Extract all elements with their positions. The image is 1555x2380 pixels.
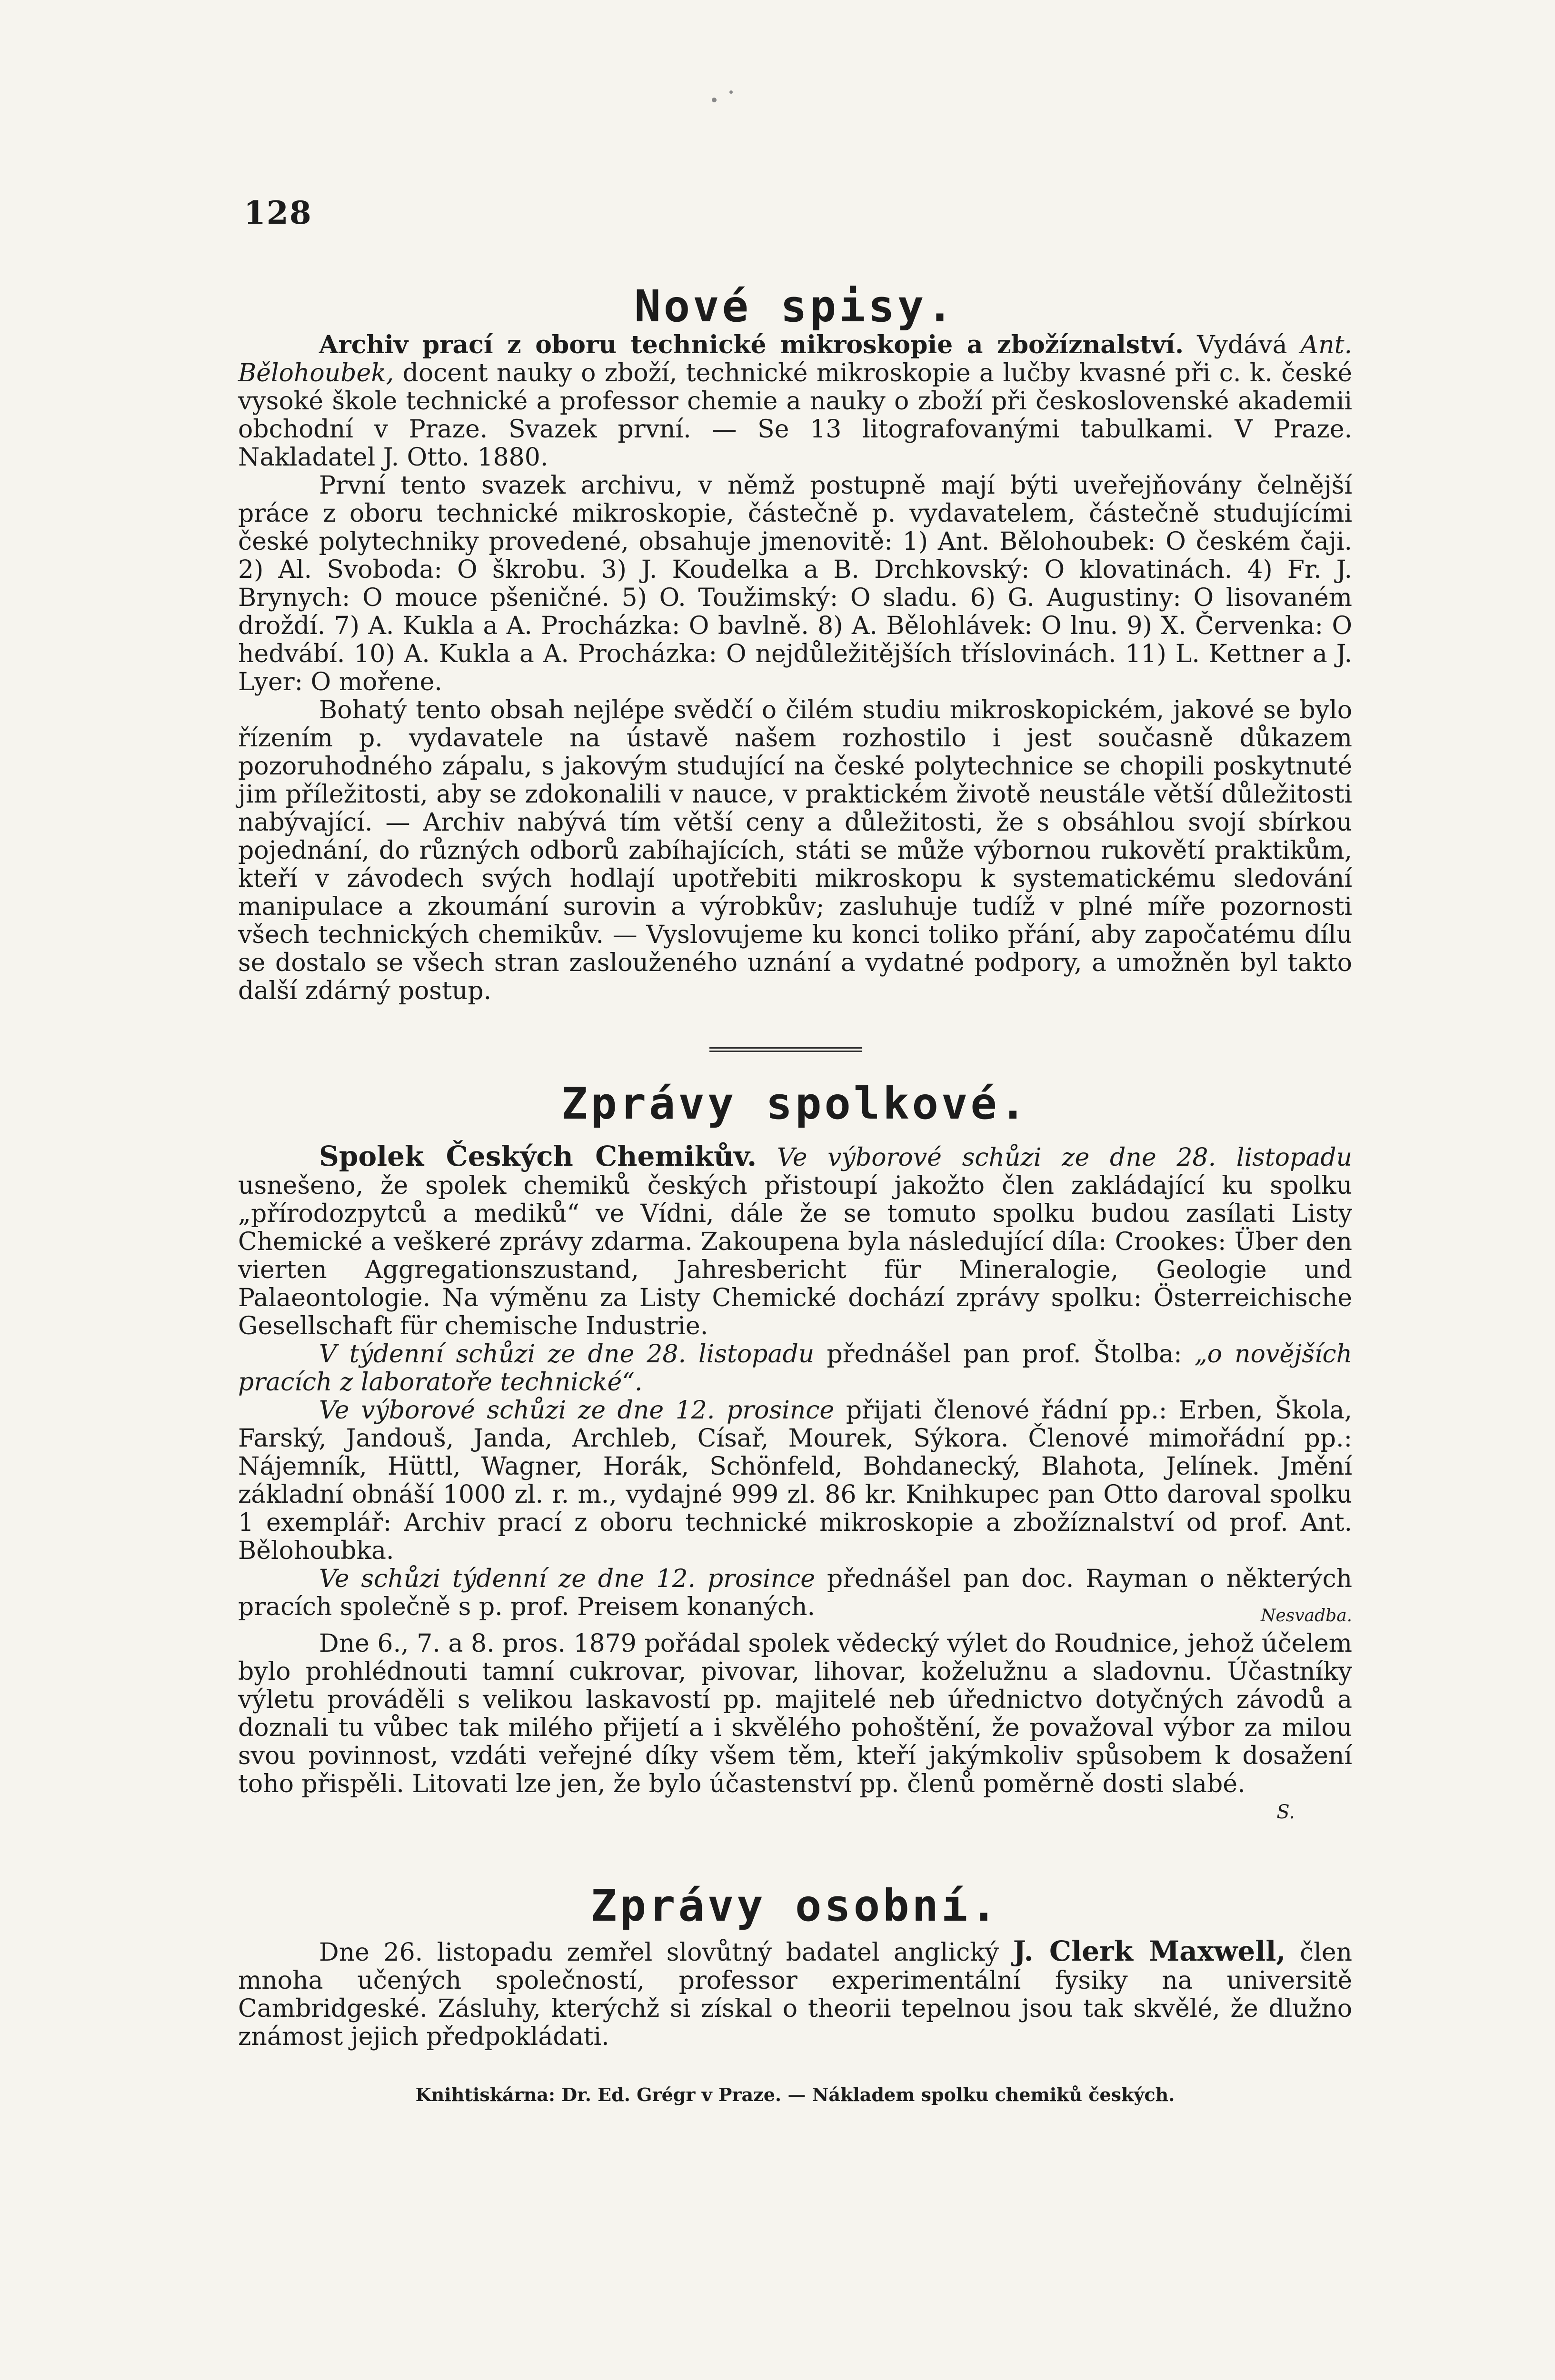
- paragraph-text: Dne 6., 7. a 8. pros. 1879 pořádal spolek vědecký výlet do Roudnice, jehož účelem bylo prohlédnouti tamní cukrovar, pivovar, lihovar, koželužnu a sladovnu. Účastníky výletu prováděli s velikou laskavostí pp. majitelé neb úřednictvo dotyčných závodů a doznali tu vůbec tak milého přijetí a i skvělého pohoštění, že považoval výbor za milou svou povinnost, vzdáti veřejné díky všem těm, kteří jakýmkoliv spůsobem k dosažení toho přispěli. Litovati lze jen, že bylo účastenství pp. členů poměrně dosti slabé.: [238, 1629, 1352, 1798]
- signature-s: S.: [1276, 1801, 1295, 1823]
- scan-mark: [729, 90, 733, 94]
- paragraph-text: přednášel pan doc. Rayman o některých pracích společně s p. prof. Preisem konaných.: [238, 1565, 1352, 1621]
- section-zpravy-spolkove-body: [238, 1142, 1352, 1826]
- society-name: Spolek Českých Chemikův.: [319, 1140, 757, 1172]
- archiv-text: docent nauky o zboží, technické mikroskopie a lučby kvasné při c. k. české vysoké škole technické a professor chemie a nauky o zboží při československé akademii obchodní v Praze. Svazek první. — Se 13 litografovanými tabulkami. V Praze. Nakladatel J. Otto. 1880.: [238, 359, 1352, 472]
- paragraph-vybor-12: [238, 1397, 1352, 1565]
- signature-nesvadba: Nesvadba.: [1260, 1606, 1352, 1626]
- lecture-topic: „o novějších pracích z laboratoře technické“.: [238, 1340, 1353, 1397]
- person-name: J. Clerk Maxwell,: [1013, 1935, 1286, 1967]
- archiv-intro: Vydává: [1197, 331, 1287, 359]
- paragraph-text: usnešeno, že spolek chemiků českých přistoupí jakožto člen zakládající ku spolku „přírodozpytců a mediků“ ve Vídni, dále že se tomuto spolku budou zasílati Listy Chemické a veškeré zprávy zdarma. Zakoupena byla následující díla: Crookes: Über den vierten Aggregationszustand, Jahresbericht für Mineralogie, Geologie und Palaeontologie. Na výměnu za Listy Chemické dochází zprávy spolku: Österreichische Gesellschaft für chemische Industrie.: [238, 1171, 1352, 1340]
- meeting-date: Ve výborové schůzi ze dne 28. listopadu: [777, 1143, 1352, 1172]
- paragraph-vylet: [238, 1629, 1352, 1823]
- archiv-title: Archiv prací z oboru technické mikroskopie a zbožíznalství.: [319, 330, 1184, 359]
- paragraph-text: člen mnoha učených společností, professor experimentální fysiky na universitě Cambridgeské. Zásluhy, kterýchž si získal o theorii tepelnou jsou tak skvělé, že dlužno známost jejich předpokládati.: [238, 1938, 1353, 2051]
- section-zpravy-osobni-body: [238, 1937, 1352, 2051]
- archiv-author: Ant. Bělohoubek,: [238, 331, 1353, 387]
- paragraph-contents: První tento svazek archivu, v němž postupně mají býti uveřejňovány čelnější práce z oboru technické mikroskopie, částečně p. vydavatelem, částečně studujícími české polytechniky provedené, obsahuje jmenovitě: 1) Ant. Bělohoubek: O českém čaji. 2) Al. Svoboda: O škrobu. 3) J. Koudelka a B. Drchkovský: O klovatinách. 4) Fr. J. Brynych: O mouce pšeničné. 5) O. Toužimský: O sladu. 6) G. Augustiny: O lisovaném droždí. 7) A. Kukla a A. Procházka: O bavlně. 8) A. Bělohlávek: O lnu. 9) X. Červenka: O hedvábí. 10) A. Kukla a A. Procházka: O nejdůležitějších tříslovinách. 11) L. Kettner a J. Lyer: O mořene.: [238, 471, 1352, 696]
- paragraph-vybor-28: [238, 1142, 1352, 1340]
- printer-footer: Knihtiskárna: Dr. Ed. Grégr v Praze. — Nákladem spolku chemiků českých.: [415, 2084, 1175, 2105]
- section-title-nove-spisy: Nové spisy.: [634, 281, 956, 332]
- meeting-date: Ve výborové schůzi ze dne 12. prosince: [319, 1396, 835, 1425]
- paragraph-schuze-28: [238, 1340, 1352, 1397]
- paragraph-text: Dne 26. listopadu zemřel slovůtný badatel anglický: [319, 1938, 999, 1967]
- paragraph-review: Bohatý tento obsah nejlépe svědčí o čilém studiu mikroskopickém, jakové se bylo řízením p. vydavatele na ústavě našem rozhostilo i jest současně důkazem pozoruhodného zápalu, s jakovým studující na české polytechnice se chopili poskytnuté jim příležitosti, aby se zdokonalili v nauce, v praktickém životě neustále větší důležitosti nabývající. — Archiv nabývá tím větší ceny a důležitosti, že s obsáhlou svojí sbírkou pojednání, do různých odborů zabíhajících, státi se může výbornou rukovětí praktikům, kteří v závodech svých hodlají upotřebiti mikroskopu k systematickému sledování manipulace a zkoumání surovin a výrobkův; zasluhuje tudíž v plné míře pozornosti všech technických chemikův. — Vyslovujeme ku konci toliko přání, aby započatému dílu se dostalo se všech stran zaslouženého uznání a vydatné podpory, a umožněn byl takto další zdárný postup.: [238, 696, 1352, 1005]
- meeting-date: V týdenní schůzi ze dne 28. listopadu: [319, 1340, 815, 1368]
- section-title-zpravy-osobni: Zprávy osobní.: [590, 1880, 1000, 1931]
- paragraph-schuze-12: [238, 1565, 1352, 1626]
- divider: [709, 1047, 862, 1052]
- archiv-entry: [238, 331, 1352, 472]
- page-number: 128: [244, 194, 312, 231]
- paragraph-maxwell: [238, 1937, 1352, 2051]
- paragraph-text: přednášel pan prof. Štolba:: [827, 1340, 1182, 1368]
- meeting-date: Ve schůzi týdenní ze dne 12. prosince: [319, 1565, 815, 1593]
- paragraph-text: přijati členové řádní pp.: Erben, Škola, Farský, Jandouš, Janda, Archleb, Císař, Mourek, Sýkora. Členové mimořádní pp.: Nájemník, Hüttl, Wagner, Horák, Schönfeld, Bohdanecký, Blahota, Jelínek. Jmění základní obnáší 1000 zl. r. m., vydajné 999 zl. 86 kr. Knihkupec pan Otto daroval spolku 1 exemplář: Archiv prací z oboru technické mikroskopie a zbožíznalství od prof. Ant. Bělohoubka.: [238, 1396, 1352, 1565]
- section-title-zpravy-spolkove: Zprávy spolkové.: [561, 1078, 1029, 1129]
- section-nove-spisy-body: [238, 331, 1352, 1005]
- scan-mark: [712, 98, 717, 102]
